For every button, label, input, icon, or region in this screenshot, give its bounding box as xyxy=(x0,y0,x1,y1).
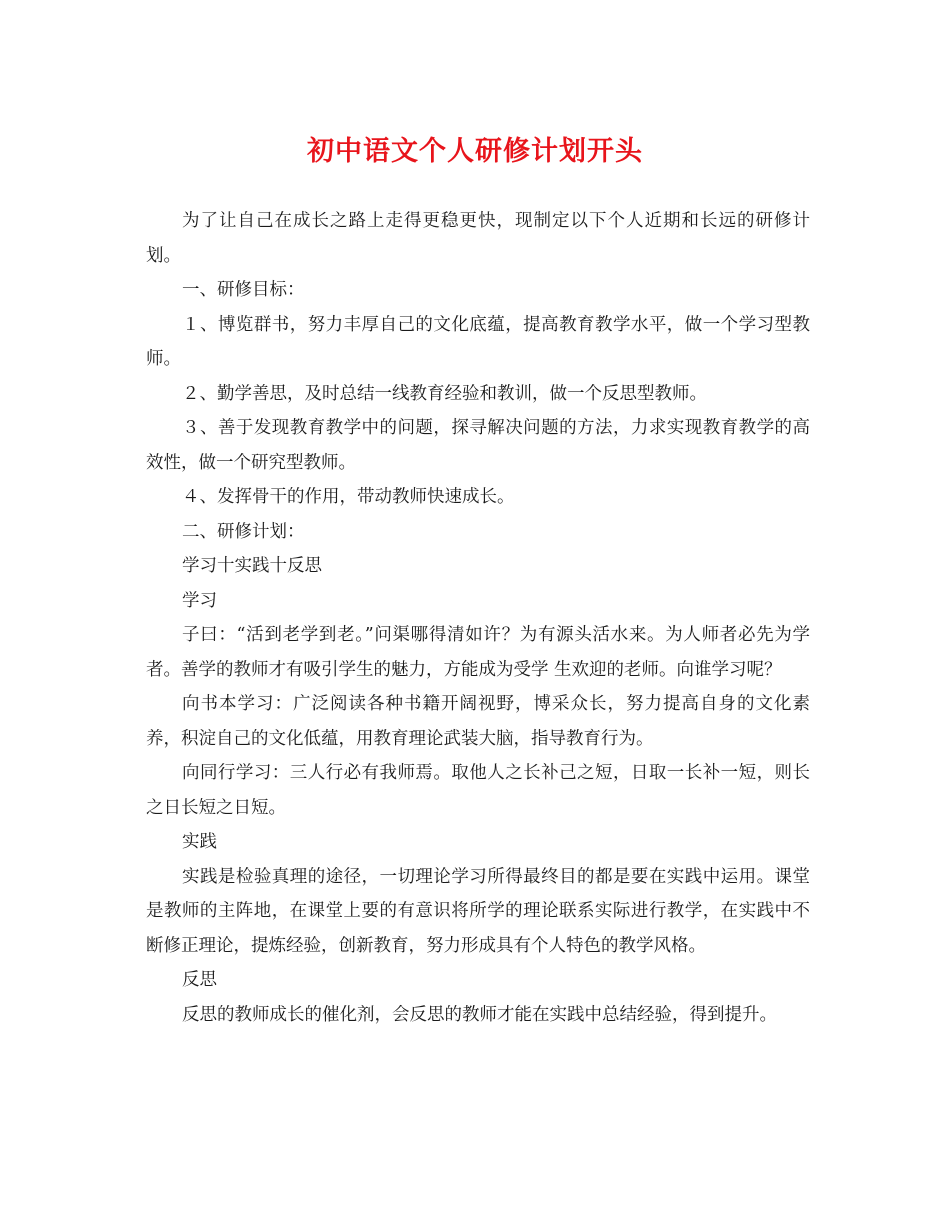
subheading-practice: 实践 xyxy=(182,832,217,852)
paragraph-practice: 实践是检验真理的途径，一切理论学习所得最终目的都是要在实践中运用。课堂是教师的主阵地，在课堂上要的有意识将所学的理论联系实际进行教学，在实践中不断修正理论，提炼经验，创新教育，努力形成具有个人特色的教学风格。 xyxy=(146,866,810,956)
paragraph-study-peers: 向同行学习：三人行必有我师焉。取他人之长补己之短，日取一长补一短，则长之日长短之日短。 xyxy=(146,763,810,818)
paragraph-study-books: 向书本学习：广泛阅读各种书籍开阔视野，博采众长，努力提高自身的文化素养，积淀自己的文化低蕴，用教育理论武装大脑，指导教育行为。 xyxy=(146,694,810,749)
heading-goals: 一、研修目标： xyxy=(182,280,305,300)
plan-formula: 学习十实践十反思 xyxy=(182,556,322,576)
heading-plan: 二、研修计划： xyxy=(182,521,305,542)
paragraph-intro: 为了让自己在成长之路上走得更稳更快，现制定以下个人近期和长远的研修计划。 xyxy=(146,211,810,266)
subheading-study: 学习 xyxy=(182,590,217,611)
paragraph-reflection: 反思的教师成长的催化剂，会反思的教师才能在实践中总结经验，得到提升。 xyxy=(182,1004,777,1025)
subheading-reflection: 反思 xyxy=(182,970,217,990)
goal-item-4: ４、发挥骨干的作用，带动教师快速成长。 xyxy=(182,487,515,507)
goal-item-2: ２、勤学善思，及时总结一线教育经验和教训，做一个反思型教师。 xyxy=(182,383,707,404)
document-title: 初中语文个人研修计划开头 xyxy=(307,136,643,167)
goal-item-3: ３、善于发现教育教学中的问题，探寻解决问题的方法，力求实现教育教学的高效性，做一个研究型教师。 xyxy=(146,418,810,473)
paragraph-study: 子曰：“活到老学到老。”问渠哪得清如许？为有源头活水来。为人师者必先为学者。善学的教师才有吸引学生的魅力，方能成为受学 生欢迎的老师。向谁学习呢？ xyxy=(146,625,810,680)
goal-item-1: １、博览群书，努力丰厚自己的文化底蕴，提高教育教学水平，做一个学习型教师。 xyxy=(146,314,810,369)
document-body xyxy=(146,204,810,1032)
